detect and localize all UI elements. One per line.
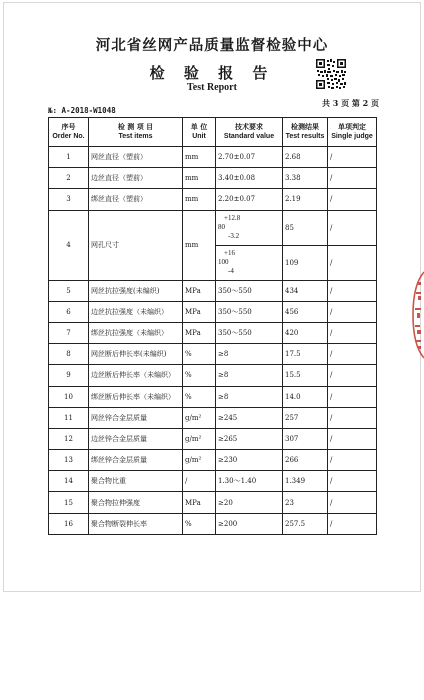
report-title-en: Test Report — [187, 82, 237, 93]
test-result-cell: 3.38 — [283, 168, 328, 189]
table-header-row — [49, 118, 377, 147]
column-header-cn: 单 位 — [190, 122, 208, 131]
test-result-cell: 434 — [283, 280, 328, 301]
standard-value-cell: 3.40±0.08 — [216, 168, 283, 189]
blank-area — [0, 592, 424, 700]
test-item-cell: 绑丝断后伸长率（未编织） — [89, 386, 183, 407]
order-number-cell: 8 — [49, 344, 89, 365]
unit-cell: % — [183, 513, 216, 534]
standard-value-cell: 2.70±0.07 — [216, 147, 283, 168]
column-header-cn: 单项判定 — [338, 122, 366, 131]
test-result-cell: 14.0 — [283, 386, 328, 407]
unit-cell: g/m² — [183, 428, 216, 449]
tolerance-down: -4 — [228, 267, 234, 276]
standard-value-cell: 350～550 — [216, 322, 283, 343]
test-result-cell: 23 — [283, 492, 328, 513]
tolerance-up: +12.8 — [224, 214, 241, 223]
table-row — [49, 210, 377, 245]
results-table — [48, 117, 377, 535]
table-row — [49, 344, 377, 365]
unit-cell: % — [183, 386, 216, 407]
test-result-cell: 109 — [283, 245, 328, 280]
table-row — [49, 301, 377, 322]
test-result-cell: 420 — [283, 322, 328, 343]
single-judge-cell: / — [328, 513, 377, 534]
test-result-cell: 1.349 — [283, 471, 328, 492]
table-row — [49, 280, 377, 301]
column-header-en: Unit — [192, 133, 206, 140]
test-item-cell: 网丝直径（塑前） — [89, 147, 183, 168]
single-judge-cell: / — [328, 322, 377, 343]
table-row — [49, 322, 377, 343]
test-item-cell: 网丝断后伸长率(未编织) — [89, 344, 183, 365]
column-header-test-items — [89, 118, 183, 147]
test-result-cell: 2.68 — [283, 147, 328, 168]
standard-value-cell: ≥245 — [216, 407, 283, 428]
qr-code-icon — [315, 58, 347, 90]
table-row — [49, 492, 377, 513]
standard-value-cell: 2.20±0.07 — [216, 189, 283, 210]
single-judge-cell: / — [328, 428, 377, 449]
single-judge-cell: / — [328, 450, 377, 471]
test-result-cell: 17.5 — [283, 344, 328, 365]
order-number-cell: 9 — [49, 365, 89, 386]
red-seal-fragment — [403, 270, 424, 360]
order-number-cell: 1 — [49, 147, 89, 168]
test-item-cell: 网丝抗拉强度(未编织) — [89, 280, 183, 301]
test-item-cell: 边丝断后伸长率（未编织） — [89, 365, 183, 386]
standard-value-cell: ≥8 — [216, 365, 283, 386]
test-item-cell: 网丝锌合金层质量 — [89, 407, 183, 428]
standard-value-cell: ≥230 — [216, 450, 283, 471]
column-header-cn: 检 测 项 目 — [117, 122, 154, 131]
test-item-cell: 边丝抗拉强度（未编织） — [89, 301, 183, 322]
test-result-cell: 15.5 — [283, 365, 328, 386]
single-judge-cell: / — [328, 386, 377, 407]
table-row — [49, 407, 377, 428]
single-judge-cell: / — [328, 210, 377, 245]
tolerance-up: +16 — [224, 249, 235, 258]
test-item-cell: 聚合物比重 — [89, 471, 183, 492]
report-number: №: A-2018-W1048 — [48, 106, 116, 115]
column-header-unit — [183, 118, 216, 147]
test-result-cell: 266 — [283, 450, 328, 471]
standard-value-cell: ≥265 — [216, 428, 283, 449]
unit-cell: mm — [183, 168, 216, 189]
column-header-order-no — [49, 118, 89, 147]
test-item-cell: 聚合物拉伸强度 — [89, 492, 183, 513]
tolerance-down: -3.2 — [228, 232, 240, 241]
column-header-en: Order No. — [52, 133, 85, 140]
test-item-cell: 边丝锌合金层质量 — [89, 428, 183, 449]
standard-value-cell: ≥8 — [216, 386, 283, 407]
column-header-en: Standard value — [223, 133, 275, 140]
test-result-cell: 2.19 — [283, 189, 328, 210]
order-number-cell: 12 — [49, 428, 89, 449]
table-row — [49, 168, 377, 189]
single-judge-cell: / — [328, 344, 377, 365]
single-judge-cell: / — [328, 189, 377, 210]
single-judge-cell: / — [328, 301, 377, 322]
unit-cell: mm — [183, 210, 216, 280]
table-row — [49, 428, 377, 449]
order-number-cell: 7 — [49, 322, 89, 343]
tolerance-base: 80 — [218, 223, 225, 232]
unit-cell: MPa — [183, 322, 216, 343]
single-judge-cell: / — [328, 245, 377, 280]
test-item-cell: 网孔尺寸 — [89, 210, 183, 280]
table-row — [49, 147, 377, 168]
report-title-cn: 检 验 报 告 — [149, 64, 275, 82]
single-judge-cell: / — [328, 407, 377, 428]
single-judge-cell: / — [328, 492, 377, 513]
standard-value-cell: ≥20 — [216, 492, 283, 513]
single-judge-cell: / — [328, 147, 377, 168]
order-number-cell: 10 — [49, 386, 89, 407]
test-item-cell: 绑丝抗拉强度（未编织） — [89, 322, 183, 343]
column-header-cn: 技术要求 — [235, 122, 263, 131]
unit-cell: mm — [183, 189, 216, 210]
test-item-cell: 聚合物断裂伸长率 — [89, 513, 183, 534]
test-item-cell: 绑丝锌合金层质量 — [89, 450, 183, 471]
table-body — [49, 147, 377, 535]
column-header-en: Test items — [118, 133, 153, 140]
single-judge-cell: / — [328, 365, 377, 386]
order-number-cell: 15 — [49, 492, 89, 513]
order-number-cell: 4 — [49, 210, 89, 280]
standard-value-cell: ≥200 — [216, 513, 283, 534]
test-result-cell: 257.5 — [283, 513, 328, 534]
tolerance-base: 100 — [218, 258, 229, 267]
column-header-single-judge — [328, 118, 377, 147]
order-number-cell: 6 — [49, 301, 89, 322]
table-row — [49, 189, 377, 210]
table-row — [49, 450, 377, 471]
standard-value-cell — [216, 245, 283, 280]
column-header-test-results — [283, 118, 328, 147]
unit-cell: / — [183, 471, 216, 492]
table-row — [49, 365, 377, 386]
unit-cell: g/m² — [183, 450, 216, 471]
order-number-cell: 3 — [49, 189, 89, 210]
column-header-en: Single judge — [331, 133, 373, 140]
table-row — [49, 386, 377, 407]
organization-name: 河北省丝网产品质量监督检验中心 — [95, 37, 329, 54]
page-count: 共 3 页 第 2 页 — [321, 98, 379, 108]
column-header-en: Test results — [285, 133, 325, 140]
column-header-cn: 序号 — [61, 122, 76, 131]
test-result-cell: 456 — [283, 301, 328, 322]
unit-cell: MPa — [183, 280, 216, 301]
unit-cell: MPa — [183, 301, 216, 322]
order-number-cell: 2 — [49, 168, 89, 189]
test-result-cell: 85 — [283, 210, 328, 245]
column-header-cn: 检测结果 — [291, 122, 319, 131]
single-judge-cell: / — [328, 471, 377, 492]
test-result-cell: 307 — [283, 428, 328, 449]
standard-value-cell: 350～550 — [216, 280, 283, 301]
column-header-standard-value — [216, 118, 283, 147]
standard-value-cell — [216, 210, 283, 245]
standard-value-cell: 1.30～1.40 — [216, 471, 283, 492]
single-judge-cell: / — [328, 168, 377, 189]
table-row — [49, 471, 377, 492]
unit-cell: % — [183, 365, 216, 386]
order-number-cell: 11 — [49, 407, 89, 428]
unit-cell: g/m² — [183, 407, 216, 428]
standard-value-cell: 350～550 — [216, 301, 283, 322]
test-result-cell: 257 — [283, 407, 328, 428]
unit-cell: mm — [183, 147, 216, 168]
order-number-cell: 16 — [49, 513, 89, 534]
unit-cell: % — [183, 344, 216, 365]
test-item-cell: 绑丝直径（塑前） — [89, 189, 183, 210]
order-number-cell: 5 — [49, 280, 89, 301]
table-row — [49, 513, 377, 534]
single-judge-cell: / — [328, 280, 377, 301]
standard-value-cell: ≥8 — [216, 344, 283, 365]
unit-cell: MPa — [183, 492, 216, 513]
test-item-cell: 边丝直径（塑前） — [89, 168, 183, 189]
order-number-cell: 14 — [49, 471, 89, 492]
order-number-cell: 13 — [49, 450, 89, 471]
